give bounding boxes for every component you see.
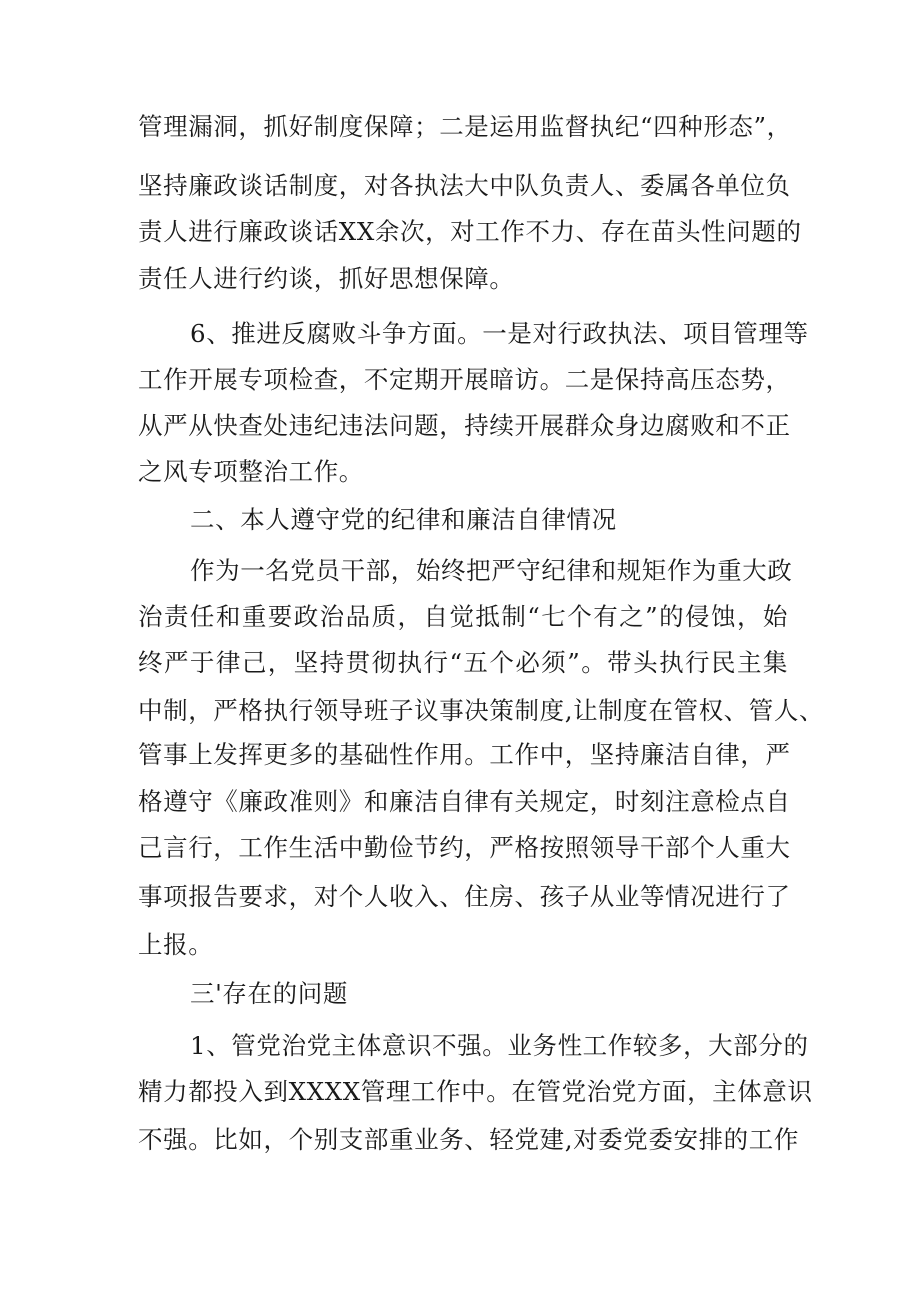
paragraph-line: 作为一名党员干部，始终把严守纪律和规矩作为重大政 [190, 556, 793, 585]
paragraph-line: 从严从快查处违纪违法问题，持续开展群众身边腐败和不正 [138, 411, 791, 440]
paragraph-line: 6、推进反腐败斗争方面。一是对行政执法、项目管理等 [190, 319, 809, 348]
paragraph-line: 精力都投入到XXXX管理工作中。在管党治党方面，主体意识 [138, 1077, 813, 1106]
paragraph-line: 责任人进行约谈，抓好思想保障。 [138, 264, 515, 293]
paragraph-line: 坚持廉政谈话制度，对各执法大中队负责人、委属各单位负 [138, 171, 791, 200]
section-heading: 三'存在的问题 [190, 979, 348, 1008]
paragraph-line: 责人进行廉政谈话XX余次，对工作不力、存在苗头性问题的 [138, 217, 802, 246]
paragraph-line: 1、管党治党主体意识不强。业务性工作较多，大部分的 [190, 1031, 809, 1060]
section-heading: 二、本人遵守党的纪律和廉洁自律情况 [190, 505, 617, 534]
paragraph-line: 格遵守《廉政准则》和廉洁自律有关规定，时刻注意检点自 [138, 787, 791, 816]
paragraph-line: 上报。 [138, 930, 214, 959]
paragraph-line: 己言行，工作生活中勤俭节约，严格按照领导干部个人重大 [138, 833, 791, 862]
paragraph-line: 终严于律己，坚持贯彻执行“五个必须”。带头执行民主集 [138, 648, 788, 677]
paragraph-line: 治责任和重要政治品质，自觉抵制“七个有之”的侵蚀，始 [138, 602, 788, 631]
paragraph-line: 管理漏洞，抓好制度保障；二是运用监督执纪“四种形态”， [138, 112, 792, 141]
paragraph-line: 中制，严格执行领导班子议事决策制度,让制度在管权、管人、 [138, 696, 825, 725]
paragraph-line: 之风专项整治工作。 [138, 457, 364, 486]
paragraph-line: 事项报告要求，对个人收入、住房、孩子从业等情况进行了 [138, 882, 791, 911]
paragraph-line: 不强。比如，个别支部重业务、轻党建,对委党委安排的工作 [138, 1125, 799, 1154]
paragraph-line: 工作开展专项检查，不定期开展暗访。二是保持高压态势， [138, 365, 791, 394]
paragraph-line: 管事上发挥更多的基础性作用。工作中，坚持廉洁自律，严 [138, 740, 791, 769]
